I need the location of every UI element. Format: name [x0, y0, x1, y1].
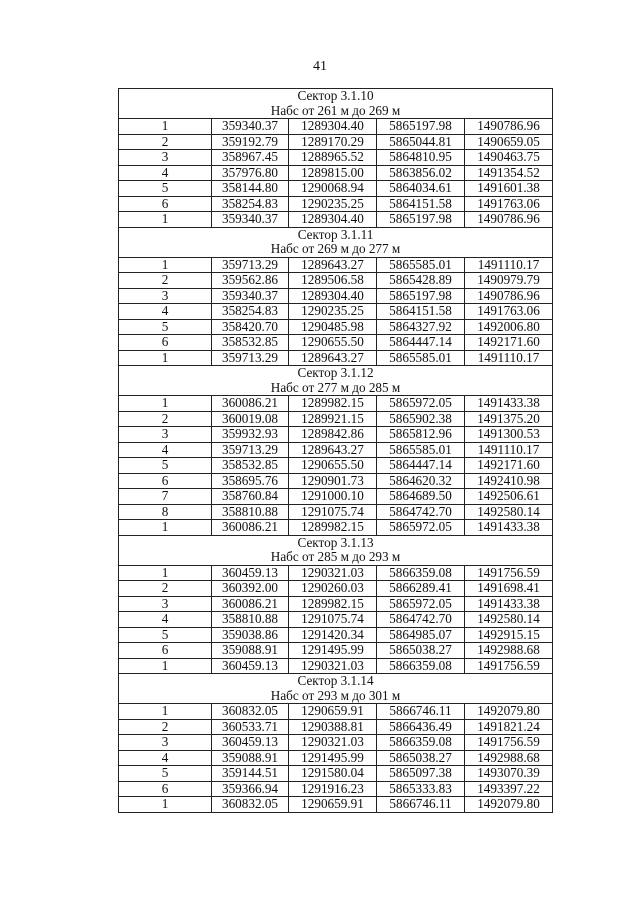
- coord-y2-cell: 1491375.20: [465, 411, 553, 427]
- coord-x-cell: 358254.83: [212, 196, 289, 212]
- coord-x2-cell: 5865038.27: [377, 750, 465, 766]
- coord-y2-cell: 1493070.39: [465, 766, 553, 782]
- point-number-cell: 2: [119, 581, 212, 597]
- sector-height-range: Набс от 293 м до 301 м: [119, 689, 553, 704]
- table-row: [119, 134, 553, 150]
- coord-x2-cell: 5866359.08: [377, 658, 465, 674]
- coord-y-cell: 1290235.25: [289, 196, 377, 212]
- point-number-cell: 4: [119, 612, 212, 628]
- coord-y-cell: 1291580.04: [289, 766, 377, 782]
- coord-x-cell: 360459.13: [212, 658, 289, 674]
- sector-title-row: [119, 227, 553, 242]
- table-row: [119, 150, 553, 166]
- coord-y-cell: 1290485.98: [289, 319, 377, 335]
- coord-x-cell: 359932.93: [212, 427, 289, 443]
- table-row: [119, 335, 553, 351]
- point-number-cell: 1: [119, 520, 212, 536]
- table-row: [119, 119, 553, 135]
- table-row: [119, 658, 553, 674]
- point-number-cell: 5: [119, 181, 212, 197]
- table-row: [119, 196, 553, 212]
- coord-x-cell: 358532.85: [212, 335, 289, 351]
- coord-y-cell: 1291420.34: [289, 627, 377, 643]
- table-row: [119, 212, 553, 228]
- sector-subtitle-row: [119, 104, 553, 119]
- coord-y-cell: 1288965.52: [289, 150, 377, 166]
- table-row: [119, 319, 553, 335]
- coord-y2-cell: 1491433.38: [465, 596, 553, 612]
- coord-y-cell: 1289921.15: [289, 411, 377, 427]
- coord-x-cell: 360086.21: [212, 396, 289, 412]
- point-number-cell: 6: [119, 781, 212, 797]
- coord-y-cell: 1290068.94: [289, 181, 377, 197]
- coord-x2-cell: 5864327.92: [377, 319, 465, 335]
- coord-x-cell: 360459.13: [212, 735, 289, 751]
- coord-y-cell: 1290235.25: [289, 304, 377, 320]
- coord-y-cell: 1290655.50: [289, 335, 377, 351]
- point-number-cell: 8: [119, 504, 212, 520]
- coord-y-cell: 1289304.40: [289, 288, 377, 304]
- sector-title-row: [119, 89, 553, 104]
- coord-x2-cell: 5865585.01: [377, 442, 465, 458]
- sector-subtitle-row: [119, 242, 553, 257]
- point-number-cell: 6: [119, 473, 212, 489]
- coord-y-cell: 1289643.27: [289, 257, 377, 273]
- coord-x2-cell: 5865197.98: [377, 288, 465, 304]
- point-number-cell: 1: [119, 119, 212, 135]
- point-number-cell: 1: [119, 658, 212, 674]
- point-number-cell: 2: [119, 273, 212, 289]
- coord-y2-cell: 1491110.17: [465, 442, 553, 458]
- coord-x-cell: 358144.80: [212, 181, 289, 197]
- point-number-cell: 3: [119, 150, 212, 166]
- coord-y2-cell: 1492410.98: [465, 473, 553, 489]
- coord-y-cell: 1290901.73: [289, 473, 377, 489]
- coord-y-cell: 1291495.99: [289, 750, 377, 766]
- coord-y2-cell: 1492580.14: [465, 612, 553, 628]
- point-number-cell: 1: [119, 350, 212, 366]
- coord-x-cell: 359088.91: [212, 750, 289, 766]
- coord-x-cell: 360019.08: [212, 411, 289, 427]
- coord-y2-cell: 1491821.24: [465, 719, 553, 735]
- coord-y-cell: 1290321.03: [289, 565, 377, 581]
- sector-height-range: Набс от 269 м до 277 м: [119, 242, 553, 257]
- sector-title: Сектор 3.1.12: [119, 366, 553, 381]
- point-number-cell: 3: [119, 288, 212, 304]
- point-number-cell: 4: [119, 304, 212, 320]
- table-row: [119, 165, 553, 181]
- point-number-cell: 1: [119, 704, 212, 720]
- coord-y-cell: 1290388.81: [289, 719, 377, 735]
- coord-y2-cell: 1490786.96: [465, 212, 553, 228]
- coord-x-cell: 358420.70: [212, 319, 289, 335]
- coord-x2-cell: 5866359.08: [377, 735, 465, 751]
- table-row: [119, 520, 553, 536]
- coord-x2-cell: 5865333.83: [377, 781, 465, 797]
- coord-y2-cell: 1492079.80: [465, 704, 553, 720]
- table-row: [119, 612, 553, 628]
- coord-y2-cell: 1491433.38: [465, 520, 553, 536]
- coord-x-cell: 358967.45: [212, 150, 289, 166]
- table-row: [119, 735, 553, 751]
- coord-x2-cell: 5864742.70: [377, 612, 465, 628]
- coord-y2-cell: 1492988.68: [465, 643, 553, 659]
- coord-x2-cell: 5865902.38: [377, 411, 465, 427]
- coord-y2-cell: 1493397.22: [465, 781, 553, 797]
- point-number-cell: 2: [119, 411, 212, 427]
- point-number-cell: 3: [119, 427, 212, 443]
- coord-x-cell: 358695.76: [212, 473, 289, 489]
- table-row: [119, 627, 553, 643]
- coord-y-cell: 1289842.86: [289, 427, 377, 443]
- table-row: [119, 596, 553, 612]
- point-number-cell: 2: [119, 719, 212, 735]
- coord-y-cell: 1291000.10: [289, 489, 377, 505]
- point-number-cell: 6: [119, 643, 212, 659]
- coord-x2-cell: 5865585.01: [377, 257, 465, 273]
- coord-y-cell: 1289506.58: [289, 273, 377, 289]
- coord-x-cell: 360392.00: [212, 581, 289, 597]
- point-number-cell: 6: [119, 335, 212, 351]
- sector-title: Сектор 3.1.13: [119, 535, 553, 550]
- point-number-cell: 5: [119, 458, 212, 474]
- coord-y2-cell: 1491110.17: [465, 257, 553, 273]
- coord-x-cell: 359340.37: [212, 119, 289, 135]
- sector-height-range: Набс от 277 м до 285 м: [119, 381, 553, 396]
- coord-y-cell: 1291075.74: [289, 612, 377, 628]
- coord-x2-cell: 5865038.27: [377, 643, 465, 659]
- coord-x2-cell: 5863856.02: [377, 165, 465, 181]
- sector-subtitle-row: [119, 550, 553, 565]
- table-row: [119, 766, 553, 782]
- coord-y2-cell: 1492006.80: [465, 319, 553, 335]
- coord-x-cell: 359366.94: [212, 781, 289, 797]
- coord-y-cell: 1289304.40: [289, 212, 377, 228]
- coordinates-table-body: [119, 89, 553, 813]
- table-row: [119, 750, 553, 766]
- point-number-cell: 4: [119, 750, 212, 766]
- table-row: [119, 565, 553, 581]
- coord-y2-cell: 1492171.60: [465, 458, 553, 474]
- coord-x2-cell: 5864620.32: [377, 473, 465, 489]
- table-row: [119, 504, 553, 520]
- coord-x-cell: 359713.29: [212, 350, 289, 366]
- table-row: [119, 411, 553, 427]
- coord-y2-cell: 1491601.38: [465, 181, 553, 197]
- table-row: [119, 581, 553, 597]
- coord-y-cell: 1290659.91: [289, 704, 377, 720]
- point-number-cell: 7: [119, 489, 212, 505]
- point-number-cell: 1: [119, 797, 212, 813]
- table-row: [119, 781, 553, 797]
- coord-x2-cell: 5865044.81: [377, 134, 465, 150]
- coord-x2-cell: 5866359.08: [377, 565, 465, 581]
- page-number: 41: [313, 59, 327, 74]
- table-row: [119, 181, 553, 197]
- coord-x-cell: 359144.51: [212, 766, 289, 782]
- coord-x2-cell: 5865197.98: [377, 119, 465, 135]
- coord-y2-cell: 1491756.59: [465, 658, 553, 674]
- coord-x2-cell: 5866436.49: [377, 719, 465, 735]
- coord-x2-cell: 5864742.70: [377, 504, 465, 520]
- point-number-cell: 1: [119, 257, 212, 273]
- table-row: [119, 273, 553, 289]
- coord-y-cell: 1289815.00: [289, 165, 377, 181]
- coord-x2-cell: 5864689.50: [377, 489, 465, 505]
- point-number-cell: 3: [119, 735, 212, 751]
- coord-y-cell: 1289643.27: [289, 350, 377, 366]
- coord-y2-cell: 1491763.06: [465, 196, 553, 212]
- table-row: [119, 458, 553, 474]
- coord-x-cell: 358810.88: [212, 612, 289, 628]
- table-row: [119, 350, 553, 366]
- coord-x2-cell: 5865812.96: [377, 427, 465, 443]
- coord-x-cell: 359340.37: [212, 288, 289, 304]
- coord-y-cell: 1289982.15: [289, 396, 377, 412]
- coord-y-cell: 1289643.27: [289, 442, 377, 458]
- coord-x2-cell: 5865585.01: [377, 350, 465, 366]
- coord-y2-cell: 1492580.14: [465, 504, 553, 520]
- coord-y2-cell: 1492988.68: [465, 750, 553, 766]
- coord-x2-cell: 5865197.98: [377, 212, 465, 228]
- table-row: [119, 257, 553, 273]
- table-row: [119, 427, 553, 443]
- coord-x2-cell: 5864985.07: [377, 627, 465, 643]
- coord-y2-cell: 1491110.17: [465, 350, 553, 366]
- coord-y-cell: 1289304.40: [289, 119, 377, 135]
- coord-x2-cell: 5865972.05: [377, 596, 465, 612]
- coord-x2-cell: 5864447.14: [377, 335, 465, 351]
- coord-y-cell: 1290321.03: [289, 658, 377, 674]
- coord-y-cell: 1289170.29: [289, 134, 377, 150]
- coord-x2-cell: 5864447.14: [377, 458, 465, 474]
- coord-x2-cell: 5864034.61: [377, 181, 465, 197]
- coord-x-cell: 359713.29: [212, 442, 289, 458]
- coord-y2-cell: 1491756.59: [465, 735, 553, 751]
- coord-x2-cell: 5865972.05: [377, 520, 465, 536]
- coord-x-cell: 359192.79: [212, 134, 289, 150]
- coord-y-cell: 1290321.03: [289, 735, 377, 751]
- table-row: [119, 643, 553, 659]
- table-row: [119, 442, 553, 458]
- coord-y2-cell: 1492171.60: [465, 335, 553, 351]
- point-number-cell: 5: [119, 766, 212, 782]
- coord-x2-cell: 5865428.89: [377, 273, 465, 289]
- coord-x-cell: 360459.13: [212, 565, 289, 581]
- coord-x-cell: 358532.85: [212, 458, 289, 474]
- point-number-cell: 1: [119, 212, 212, 228]
- coord-x-cell: 360533.71: [212, 719, 289, 735]
- coord-x2-cell: 5866746.11: [377, 797, 465, 813]
- coord-y2-cell: 1491756.59: [465, 565, 553, 581]
- coordinates-table: [118, 88, 553, 813]
- coord-y-cell: 1291075.74: [289, 504, 377, 520]
- table-row: [119, 704, 553, 720]
- table-row: [119, 489, 553, 505]
- coord-y2-cell: 1491300.53: [465, 427, 553, 443]
- coord-x-cell: 359340.37: [212, 212, 289, 228]
- coord-x-cell: 360086.21: [212, 520, 289, 536]
- coord-x-cell: 360832.05: [212, 797, 289, 813]
- coord-x-cell: 360086.21: [212, 596, 289, 612]
- sector-subtitle-row: [119, 381, 553, 396]
- coord-y2-cell: 1491433.38: [465, 396, 553, 412]
- coord-y2-cell: 1491354.52: [465, 165, 553, 181]
- sector-title-row: [119, 674, 553, 689]
- sector-height-range: Набс от 261 м до 269 м: [119, 104, 553, 119]
- table-row: [119, 288, 553, 304]
- point-number-cell: 1: [119, 396, 212, 412]
- coord-x-cell: 359038.86: [212, 627, 289, 643]
- coord-x-cell: 359562.86: [212, 273, 289, 289]
- coord-x-cell: 357976.80: [212, 165, 289, 181]
- coord-x2-cell: 5865972.05: [377, 396, 465, 412]
- coord-y2-cell: 1490659.05: [465, 134, 553, 150]
- coord-x2-cell: 5864151.58: [377, 196, 465, 212]
- table-row: [119, 304, 553, 320]
- coord-y2-cell: 1490786.96: [465, 288, 553, 304]
- coord-y2-cell: 1490979.79: [465, 273, 553, 289]
- coord-x2-cell: 5866289.41: [377, 581, 465, 597]
- point-number-cell: 6: [119, 196, 212, 212]
- coord-y2-cell: 1490463.75: [465, 150, 553, 166]
- sector-title: Сектор 3.1.10: [119, 89, 553, 104]
- coord-y2-cell: 1490786.96: [465, 119, 553, 135]
- sector-title-row: [119, 535, 553, 550]
- coord-y2-cell: 1491763.06: [465, 304, 553, 320]
- point-number-cell: 5: [119, 319, 212, 335]
- coord-y2-cell: 1491698.41: [465, 581, 553, 597]
- point-number-cell: 1: [119, 565, 212, 581]
- table-row: [119, 473, 553, 489]
- coord-x-cell: 358254.83: [212, 304, 289, 320]
- sector-height-range: Набс от 285 м до 293 м: [119, 550, 553, 565]
- point-number-cell: 4: [119, 165, 212, 181]
- point-number-cell: 3: [119, 596, 212, 612]
- table-row: [119, 797, 553, 813]
- coord-y-cell: 1290260.03: [289, 581, 377, 597]
- coord-y-cell: 1291495.99: [289, 643, 377, 659]
- coord-y-cell: 1289982.15: [289, 596, 377, 612]
- coord-y-cell: 1290659.91: [289, 797, 377, 813]
- table-row: [119, 396, 553, 412]
- coord-y2-cell: 1492915.15: [465, 627, 553, 643]
- coord-y2-cell: 1492079.80: [465, 797, 553, 813]
- point-number-cell: 2: [119, 134, 212, 150]
- coord-x2-cell: 5864810.95: [377, 150, 465, 166]
- coord-y-cell: 1289982.15: [289, 520, 377, 536]
- sector-title: Сектор 3.1.11: [119, 227, 553, 242]
- coord-x-cell: 360832.05: [212, 704, 289, 720]
- coord-x2-cell: 5866746.11: [377, 704, 465, 720]
- coord-x-cell: 359713.29: [212, 257, 289, 273]
- sector-subtitle-row: [119, 689, 553, 704]
- coord-x-cell: 359088.91: [212, 643, 289, 659]
- coord-x-cell: 358810.88: [212, 504, 289, 520]
- point-number-cell: 5: [119, 627, 212, 643]
- coord-y2-cell: 1492506.61: [465, 489, 553, 505]
- coord-x2-cell: 5865097.38: [377, 766, 465, 782]
- sector-title-row: [119, 366, 553, 381]
- coord-x-cell: 358760.84: [212, 489, 289, 505]
- coord-y-cell: 1290655.50: [289, 458, 377, 474]
- table-row: [119, 719, 553, 735]
- point-number-cell: 4: [119, 442, 212, 458]
- coord-y-cell: 1291916.23: [289, 781, 377, 797]
- coord-x2-cell: 5864151.58: [377, 304, 465, 320]
- sector-title: Сектор 3.1.14: [119, 674, 553, 689]
